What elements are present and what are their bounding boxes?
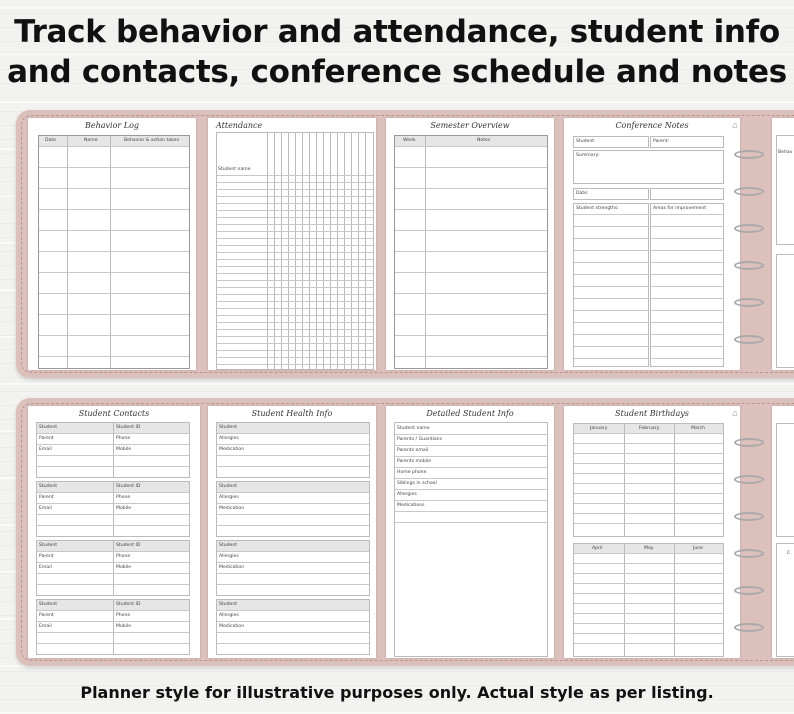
planner-spread-bottom: [16, 398, 794, 666]
birthdays-grid-top: [573, 423, 724, 537]
home-icon: ⌂: [732, 409, 738, 419]
page-title: Attendance: [216, 121, 263, 130]
next-page-edge: [772, 118, 794, 370]
blank-field: [650, 188, 724, 200]
edge-label: C: [787, 551, 791, 556]
ring-icon: [734, 335, 764, 344]
ring-icon: [734, 187, 764, 196]
headline: [0, 12, 794, 92]
field-label: Allergies: [397, 492, 417, 497]
student-health-page: [208, 406, 376, 658]
health-card: Student Allergies Medication: [216, 540, 370, 596]
detailed-info-box: [394, 422, 548, 657]
ring-icon: [734, 623, 764, 632]
field-label: Medications: [397, 503, 425, 508]
ring-icon: [734, 224, 764, 233]
attendance-page: [208, 118, 376, 370]
column-header: Notes: [477, 138, 491, 143]
health-card: Student Allergies Medication: [216, 599, 370, 655]
month-label: March: [691, 426, 706, 431]
ring-icon: [734, 549, 764, 558]
page-title: Semester Overview: [430, 121, 510, 130]
detailed-student-info-page: [386, 406, 554, 658]
health-card: Student Allergies Medication: [216, 481, 370, 537]
headline-line-2: and contacts, conference schedule and notes: [7, 54, 787, 90]
page-title: Conference Notes: [615, 121, 689, 130]
page-title: Behavior Log: [84, 121, 140, 130]
ring-icon: [734, 586, 764, 595]
ring-icon: [734, 438, 764, 447]
semester-overview-table: [394, 135, 548, 369]
edge-label: Behav: [778, 150, 793, 155]
next-page-edge: [772, 406, 794, 658]
contact-card: Student Student ID Parent Phone Email Mobile: [36, 422, 190, 478]
areas-for-improvement-box: Areas for improvement: [650, 203, 724, 367]
student-strengths-box: Student strengths:: [573, 203, 649, 367]
headline-line-1: Track behavior and attendance, student info: [14, 14, 780, 50]
behavior-log-table: [38, 135, 190, 369]
contact-card: Student Student ID Parent Phone Email Mobile: [36, 599, 190, 655]
date-field: Date:: [573, 188, 649, 200]
field-label: Parents mobile: [397, 459, 432, 464]
column-header: Date: [45, 138, 56, 143]
ring-icon: [734, 261, 764, 270]
ring-icon: [734, 475, 764, 484]
page-title: Student Birthdays: [615, 409, 689, 418]
parent-field: Parent:: [650, 136, 724, 148]
student-name-label: Student name: [218, 167, 251, 172]
binder-rings-top: [734, 110, 764, 378]
month-label: April: [592, 546, 603, 551]
conference-notes-page: [564, 118, 740, 370]
planner-spread-top: [16, 110, 794, 378]
contact-card: Student Student ID Parent Phone Email Mobile: [36, 481, 190, 537]
contact-card: Student Student ID Parent Phone Email Mobile: [36, 540, 190, 596]
health-card: Student Allergies Medication: [216, 422, 370, 478]
field-label: Siblings in school: [397, 481, 437, 486]
page-title: Student Contacts: [78, 409, 150, 418]
binder-rings-bottom: [734, 398, 764, 666]
page-title: Detailed Student Info: [426, 409, 514, 418]
field-label: Parents / Guardians: [397, 437, 442, 442]
student-birthdays-page: [564, 406, 740, 658]
attendance-grid: [216, 132, 374, 370]
column-header: Behavior & action taken: [124, 138, 180, 143]
month-label: June: [693, 546, 704, 551]
semester-overview-page: [386, 118, 554, 370]
field-label: Parents email: [397, 448, 429, 453]
student-field: Student:: [573, 136, 649, 148]
column-header: Week: [403, 138, 416, 143]
month-label: February: [639, 426, 660, 431]
month-label: January: [590, 426, 608, 431]
summary-field: Summary:: [573, 150, 724, 184]
month-label: May: [644, 546, 654, 551]
ring-icon: [734, 150, 764, 159]
field-label: Home phone: [397, 470, 427, 475]
birthdays-grid-bottom: [573, 543, 724, 657]
footer-note: Planner style for illustrative purposes only. Actual style as per listing.: [80, 683, 714, 702]
field-label: Student name: [397, 426, 430, 431]
behavior-log-page: [28, 118, 196, 370]
page-title: Student Health Info: [251, 409, 333, 418]
ring-icon: [734, 298, 764, 307]
ring-icon: [734, 512, 764, 521]
home-icon: ⌂: [732, 121, 738, 131]
column-header: Name: [84, 138, 98, 143]
student-contacts-page: [28, 406, 200, 658]
